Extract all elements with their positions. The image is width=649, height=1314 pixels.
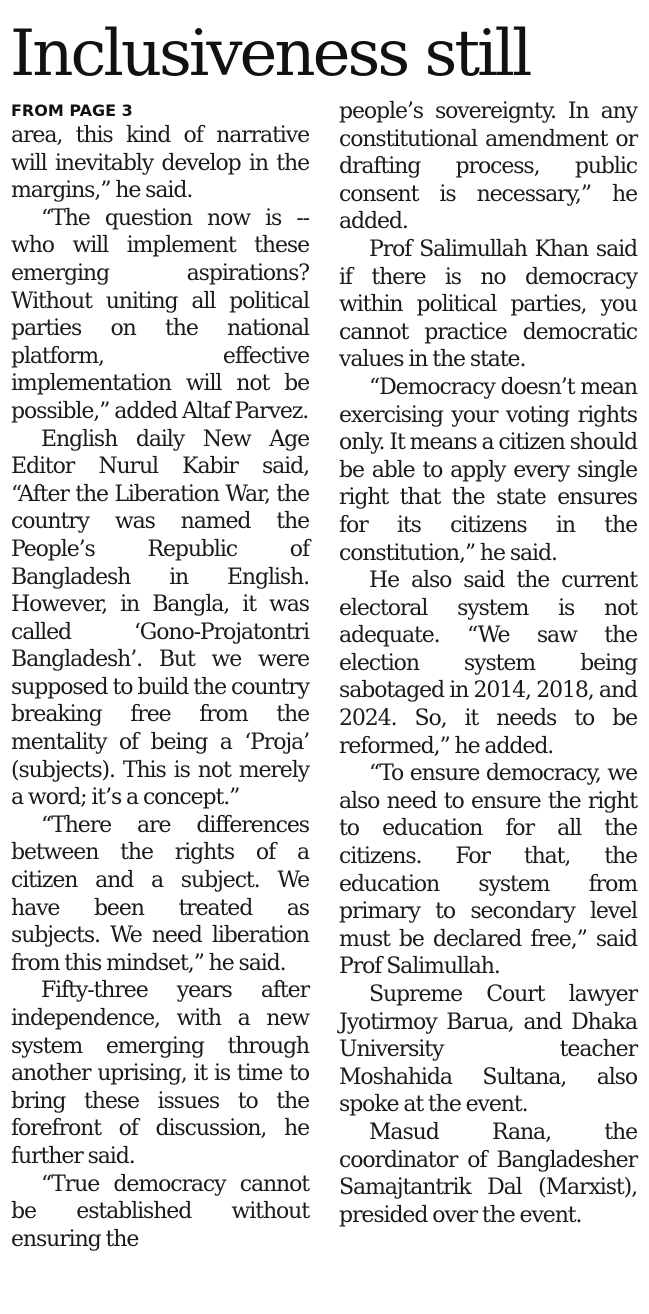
article-column-right [339,98,637,1229]
paragraph: Fifty-three years after independence, with a new system emerging through another uprising, it is time to bring these issues to the forefront of discussion, he further said. [11,978,309,1169]
paragraph: “True democracy cannot be established without ensuring the [11,1171,309,1252]
paragraph: Supreme Court lawyer Jyotirmoy Barua, and Dhaka University teacher Moshahida Sultana, also spoke at the event. [339,982,637,1118]
article-column-left [11,98,309,1253]
paragraph: “To ensure democracy, we also need to ensure the right to education for all the citizens. For that, the education system from primary to secondary level must be declared free,” said Prof Salimullah. [339,761,637,980]
paragraph: “The question now is -- who will implement these emerging aspirations? Without uniting all political parties on the national platform, effective implementation will not be possible,” added Altaf Parvez. [11,205,309,424]
paragraph: English daily New Age Editor Nurul Kabir said, “After the Liberation War, the country was named the People’s Republic of Bangladesh in English. However, in Bangla, it was called ‘Gono-Projatontri Bangladesh’. But we were supposed to build the country breaking free from the mentality of being a ‘Proja’ (subjects). This is not merely a word; it’s a concept.” [11,426,309,811]
headline: Inclusiveness still [10,17,530,91]
paragraph: area, this kind of narrative will inevitably develop in the margins,” he said. [11,123,309,204]
paragraph: “There are differences between the rights of a citizen and a subject. We have been treated as subjects. We need liberation from this mindset,” he said. [11,812,309,976]
jump-label: FROM PAGE 3 [11,101,133,120]
paragraph: He also said the current electoral system is not adequate. “We saw the election system being sabotaged in 2014, 2018, and 2024. So, it needs to be reformed,” he added. [339,568,637,759]
paragraph: people’s sovereignty. In any constitutional amendment or drafting process, public consent is necessary,” he added. [339,99,637,235]
paragraph: Prof Salimullah Khan said if there is no democracy within political parties, you cannot practice democratic values in the state. [339,236,637,373]
paragraph: Masud Rana, the coordinator of Bangladesher Samajtantrik Dal (Marxist), presided over the event. [339,1119,637,1228]
paragraph: “Democracy doesn’t mean exercising your voting rights only. It means a citizen should be able to apply every single right that the state ensures for its citizens in the constitution,” he said. [339,374,637,566]
